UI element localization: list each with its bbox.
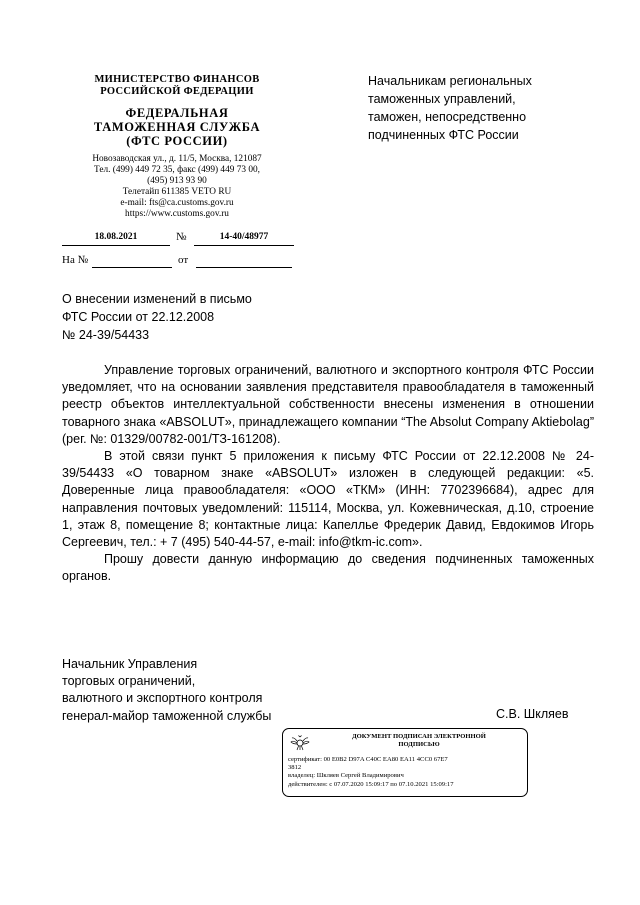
electronic-signature-stamp: [282, 728, 528, 797]
agency-line-2: ТАМОЖЕННАЯ СЛУЖБА: [93, 120, 261, 134]
stamp-certificate-cont: 3812: [288, 764, 302, 772]
contact-website: https://www.customs.gov.ru: [125, 209, 229, 219]
addressee: [368, 72, 608, 144]
signatory-position: [62, 656, 362, 725]
stamp-owner: владелец: Шкляев Сергей Владимирович: [288, 772, 404, 780]
reference-date-blank: [196, 267, 292, 268]
stamp-title-line-1: ДОКУМЕНТ ПОДПИСАН ЭЛЕКТРОННОЙ: [352, 733, 486, 740]
registration-number: 14-40/48977: [194, 232, 294, 246]
contact-phone-2: (495) 913 93 90: [147, 176, 207, 186]
stamp-certificate: сертификат: 00 E0B2 D97A C40C EA80 EA11 4CC0 67E7: [288, 756, 448, 763]
contact-email: e-mail: fts@ca.customs.gov.ru: [120, 198, 234, 208]
agency-contacts: [62, 154, 292, 220]
addressee-line-1: Начальникам региональных: [368, 74, 532, 88]
letter-subject: [62, 290, 322, 344]
contact-phone-fax: Тел. (499) 449 72 35, факс (499) 449 73 00,: [94, 165, 260, 175]
reference-number-label: На №: [62, 254, 89, 266]
body-paragraph-1: Управление торговых ограничений, валютного и экспортного контроля ФТС России уведомляет, что на основании заявления представителя правообладателя в таможенный реестр объектов интеллектуальной собственности внесены изменения в отношении товарного знака «ABSOLUT», принадлежащего компании “The Absolut Company Aktiebolag” (рег. №: 01329/00782-001/ТЗ-161208).: [62, 363, 594, 446]
registration-number-label: №: [176, 231, 187, 243]
ministry-name: [62, 74, 292, 98]
position-line-4: генерал-майор таможенной службы: [62, 708, 272, 723]
stamp-title-line-2: ПОДПИСЬЮ: [398, 741, 440, 749]
contact-address: Новозаводская ул., д. 11/5, Москва, 121087: [92, 154, 262, 164]
registration-date: 18.08.2021: [62, 232, 170, 246]
reference-date-label: от: [178, 254, 189, 266]
letter-body: [62, 362, 594, 586]
ministry-line-1: МИНИСТЕРСТВО ФИНАНСОВ: [94, 74, 260, 85]
subject-line-3: № 24-39/54433: [62, 328, 150, 342]
contact-teletype: Телетайп 611385 VETO RU: [122, 187, 232, 197]
ministry-line-2: РОССИЙСКОЙ ФЕДЕРАЦИИ: [100, 86, 254, 97]
reference-number-blank: [92, 267, 172, 268]
body-paragraph-3: Прошу довести данную информацию до сведения подчиненных таможенных органов.: [62, 552, 594, 584]
body-paragraph-2: В этой связи пункт 5 приложения к письму ФТС России от 22.12.2008 № 24-39/54433 «О товарном знаке «ABSOLUT» изложен в следующей редакции: «5. Доверенные лица правообладателя: «ООО «ТКМ» (ИНН: 7702396684), адрес для направления почтовых уведомлений: 115114, Москва, ул. Кожевническая, д.10, строение 1, этаж 8, помещение 8; контактные лица: Капеллье Фредерик Давид, Евдокимов Игорь Сергеевич, тел.: + 7 (495) 540-44-57, e-mail: info@tkm-ic.com».: [62, 449, 594, 550]
agency-line-1: ФЕДЕРАЛЬНАЯ: [125, 106, 229, 120]
subject-line-2: ФТС России от 22.12.2008: [62, 310, 215, 324]
stamp-details: [288, 756, 524, 789]
stamp-validity: действителен: с 07.07.2020 15:09:17 по 07.10.2021 15:09:17: [288, 780, 454, 788]
addressee-line-3: таможен, непосредственно: [368, 110, 527, 124]
position-line-2: торговых ограничений,: [62, 674, 196, 689]
position-line-3: валютного и экспортного контроля: [62, 691, 263, 706]
emblem-icon: [289, 734, 311, 752]
reference-line: [62, 254, 294, 270]
position-line-1: Начальник Управления: [62, 657, 198, 671]
subject-line-1: О внесении изменений в письмо: [62, 292, 252, 306]
stamp-title: [315, 733, 523, 749]
addressee-line-4: подчиненных ФТС России: [368, 128, 519, 142]
registration-line: [62, 232, 294, 248]
agency-name: [62, 106, 292, 148]
addressee-line-2: таможенных управлений,: [368, 92, 516, 106]
agency-line-3: (ФТС РОССИИ): [126, 134, 228, 148]
signatory-name: С.В. Шкляев: [496, 707, 569, 721]
